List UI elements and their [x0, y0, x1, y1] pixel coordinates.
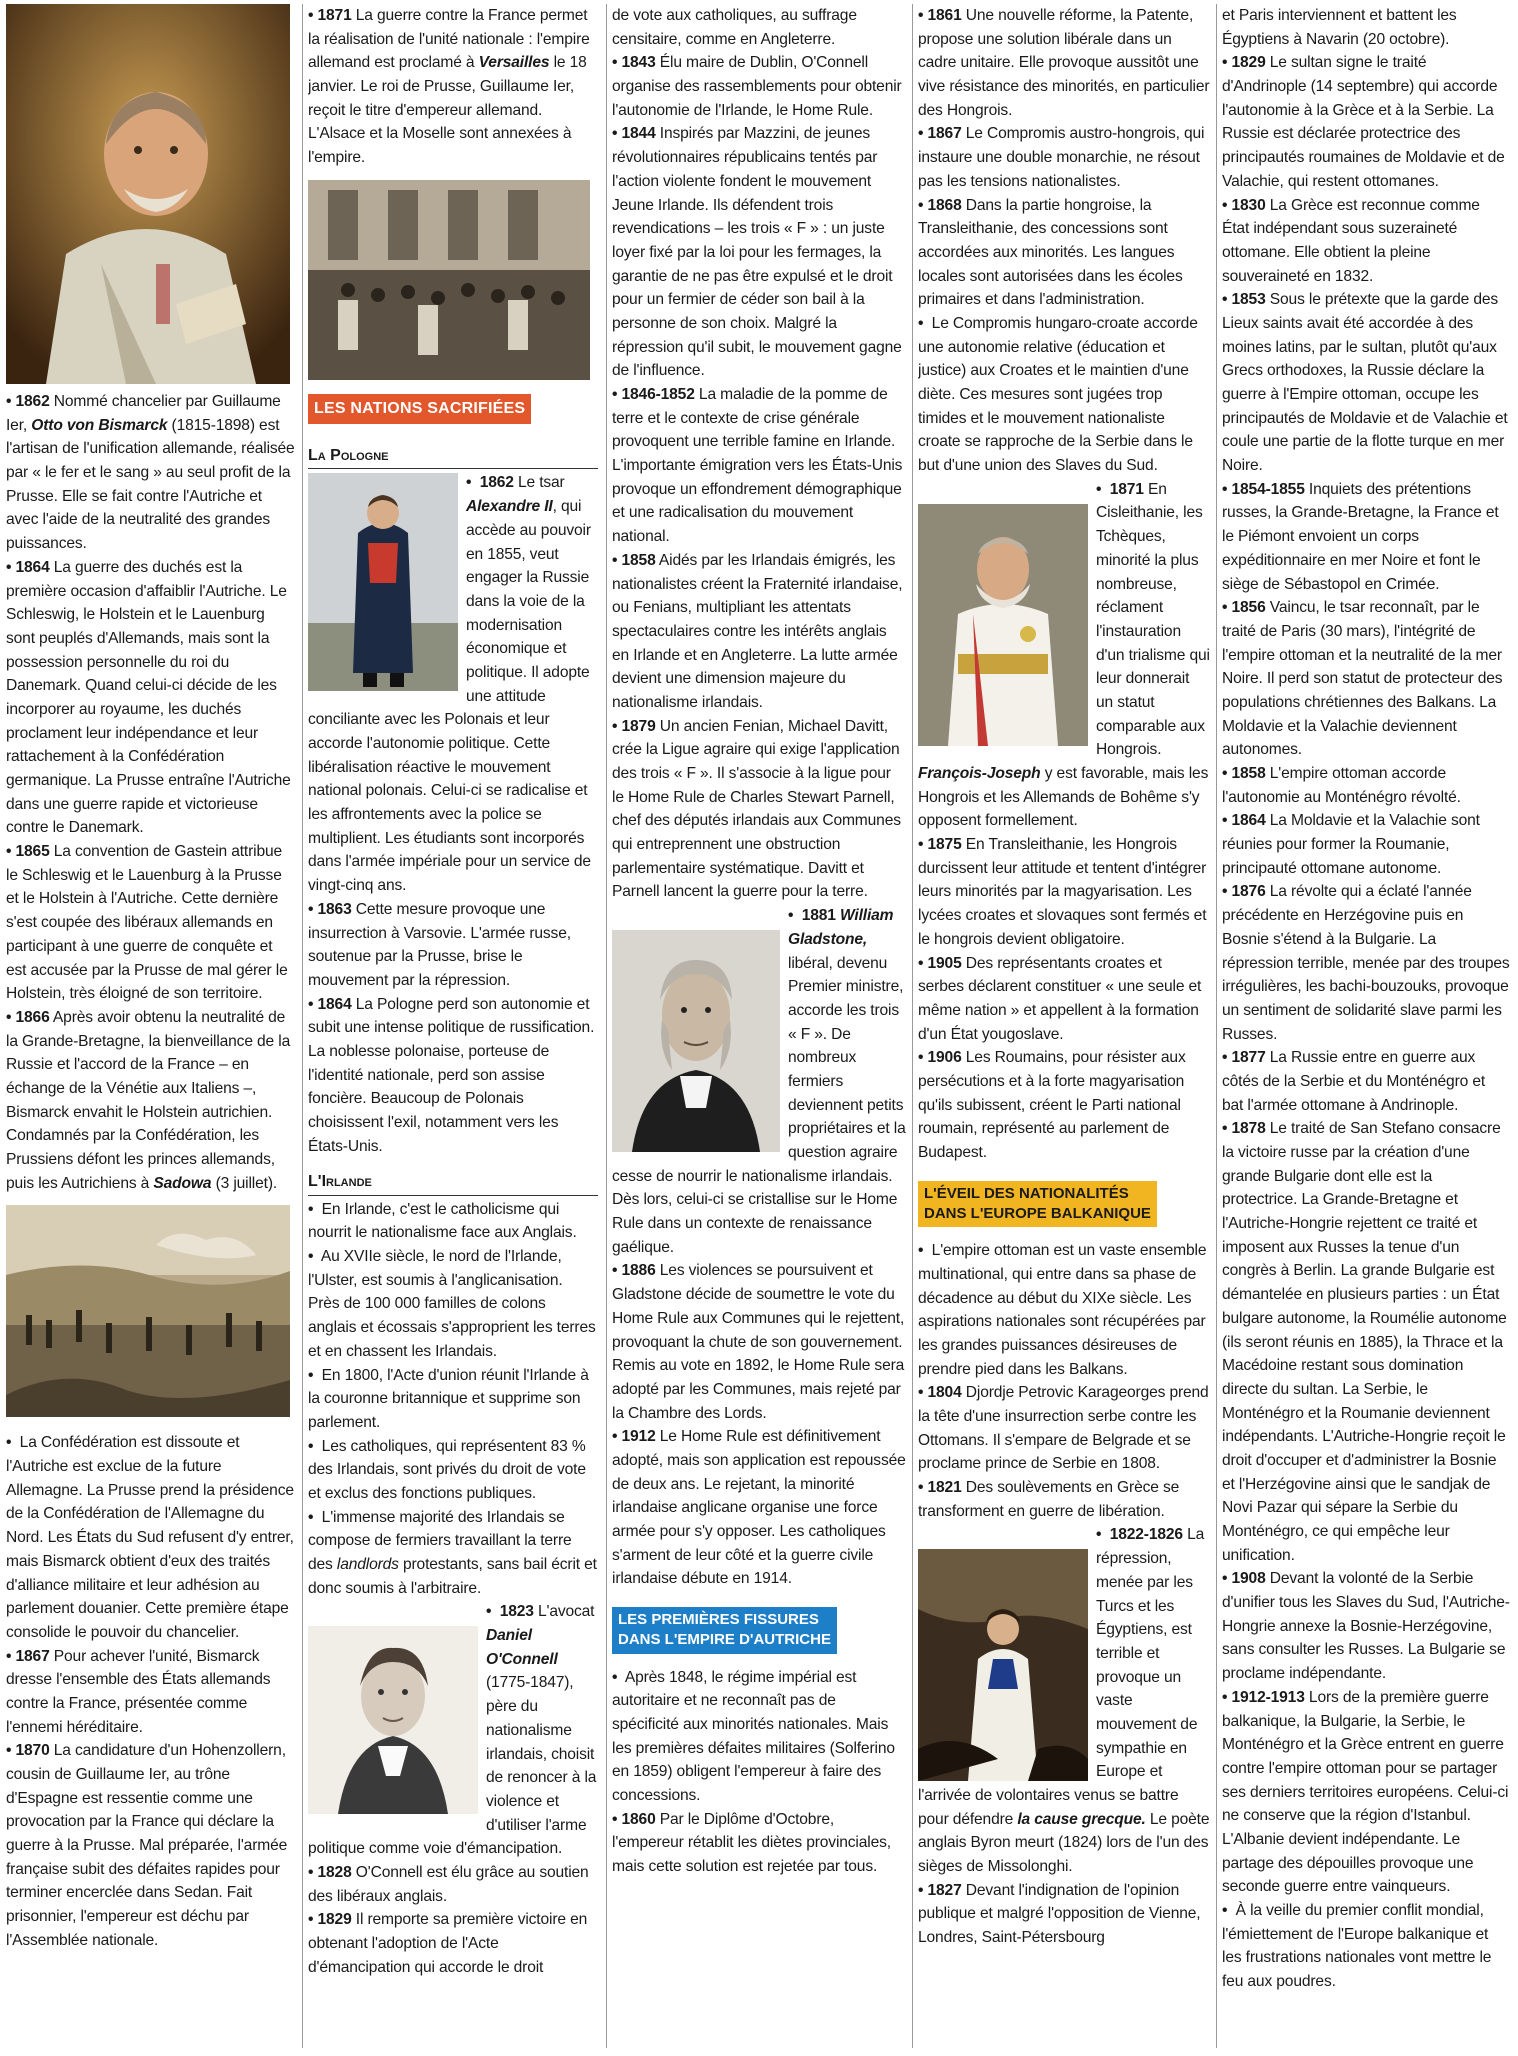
column-separator	[1216, 4, 1217, 2048]
column-separator	[912, 4, 913, 2048]
subheading-pologne: La Pologne	[308, 444, 598, 469]
entry-irlande-1823: • 1823 L'avocat Daniel O'Connell (1775-1847), père du nationalisme irlandais, choisit de renoncer à la violence et d'utiliser l'arme politique comme voie d'émancipation.	[308, 1600, 598, 1861]
entry-1876: • 1876 La révolte qui a éclaté l'année précédente en Herzégovine puis en Bosnie s'étend à la Bulgarie. La répression terrible, menée par des troupes irrégulières, les bachi-bouzouks, provoque un sentiment de solidarité slave parmi les Russes.	[1222, 880, 1510, 1046]
entry-pologne-1862: • 1862 Le tsar Alexandre II, qui accède au pouvoir en 1855, veut engager la Russie dans la voie de la modernisation économique et politique. Il adopte une attitude conciliante avec les Polonais et leur accorde l'autonomie politique. Cette libéralisation réactive le mouvement national polonais. Celui-ci se radicalise et les affrontements avec la police se multiplient. Les étudiants sont incorporés dans l'armée impériale pour un service de vingt-cinq ans.	[308, 471, 598, 897]
alexandre-ii-portrait	[308, 473, 458, 691]
entry-1867: • 1867 Pour achever l'unité, Bismarck dresse l'ensemble des États allemands contre la France, présentée comme l'ennemi héréditaire.	[6, 1645, 296, 1740]
painting-greece-missolonghi-icon	[918, 1549, 1088, 1781]
subheading-irlande: L'Irlande	[308, 1170, 598, 1195]
entry-1858: • 1858 Aidés par les Irlandais émigrés, les nationalistes créent la Fraternité irlandaise, ou Fenians, multipliant les attentats spectaculaires contre les intérêts anglais en Irlande et en Angleterre. La lutte armée devient une dimension majeure du nationalisme irlandais.	[612, 549, 906, 715]
entry-1861: • 1861 Une nouvelle réforme, la Patente, propose une solution libérale dans un cadre unitaire. Elle provoque aussitôt une vive résistance des minorités, en particulier des Hongrois.	[918, 4, 1210, 122]
entry-1870: • 1870 La candidature d'un Hohenzollern, cousin de Guillaume Ier, au trône d'Espagne est ressentie comme une provocation par la France qui déclare la guerre à la Prusse. Mal préparée, l'armée française subit des défaites rapides pour terminer encerclée dans Sedan. Fait prisonnier, l'empereur est déchu par l'Assemblée nationale.	[6, 1739, 296, 1952]
entry-1871: • 1871 La guerre contre la France permet la réalisation de l'unité nationale : l'empire allemand est proclamé à Versailles le 18 janvier. Le roi de Prusse, Guillaume Ier, reçoit le titre d'empereur allemand. L'Alsace et la Moselle sont annexées à l'empire.	[308, 4, 598, 170]
entry-1886: • 1886 Les violences se poursuivent et Gladstone décide de soumettre le vote du Home Rule aux Communes qui le rejettent, provoquant la chute de son gouvernement. Remis au vote en 1892, le Home Rule sera adopté par les Communes, mais rejeté par la Chambre des Lords.	[612, 1259, 906, 1425]
entry-1912: • 1912 Le Home Rule est définitivement adopté, mais son application est repoussée de deux ans. Le rejetant, la minorité irlandaise anglicane organise une force armée pour s'y opposer. Les catholiques s'arment de leur côté et la guerre civile irlandaise débute en 1914.	[612, 1425, 906, 1591]
versailles-proclamation-icon	[308, 180, 590, 380]
entry-1864: • 1864 La Moldavie et la Valachie sont réunies pour former la Roumanie, principauté ottomane autonome.	[1222, 809, 1510, 880]
entry-1867: • 1867 Le Compromis austro-hongrois, qui instaure une double monarchie, ne résout pas les tensions nationalistes.	[918, 122, 1210, 193]
entry-veille-guerre: • À la veille du premier conflit mondial, l'émiettement de l'Europe balkanique et les frustrations nationales vont mettre le feu aux poudres.	[1222, 1899, 1510, 1994]
entry-empire-ottoman: • L'empire ottoman est un vaste ensemble multinational, qui entre dans sa phase de décadence au début du XIXe siècle. Les aspirations nationales sont récupérées par les grandes puissances désireuses de prendre pied dans les Balkans.	[918, 1239, 1210, 1381]
entry-confederation: • La Confédération est dissoute et l'Autriche est exclue de la future Allemagne. La Prusse prend la présidence de la Confédération de l'Allemagne du Nord. Les États du Sud refusent d'y entrer, mais Bismarck obtient d'eux des traités d'alliance militaire et leur adhésion au parlement douanier. Cette première étape consolide le pouvoir du chancelier.	[6, 1431, 296, 1644]
entry-1878: • 1878 Le traité de San Stefano consacre la victoire russe par la création d'une grande Bulgarie dont elle est la protectrice. La Grande-Bretagne et l'Autriche-Hongrie rejettent ce traité et imposent aux Russes la tenue d'un congrès à Berlin. La grande Bulgarie est démantelée en plusieurs parties : un État bulgare autonome, la Roumélie autonome (ils seront réunis en 1885), la Thrace et la Macédoine restant sous domination directe du sultan. La Serbie, le Monténégro et la Roumanie deviennent indépendants. L'Autriche-Hongrie reçoit le droit d'occuper et d'administrer la Bosnie et l'Herzégovine ainsi que le sandjak de Novi Pazar qui sépare la Serbie du Monténégro, ce qui empêche leur unification.	[1222, 1117, 1510, 1567]
entry-irlande-1800: • En 1800, l'Acte d'union réunit l'Irlande à la couronne britannique et supprime son parlement.	[308, 1364, 598, 1435]
portrait-bismarck-icon	[6, 4, 290, 384]
entry-1853: • 1853 Sous le prétexte que la garde des Lieux saints avait été accordée à des moines latins, par le sultan, plutôt qu'aux Grecs orthodoxes, la Russie déclare la guerre à l'Empire ottoman, occupe les principautés de Moldavie et de Valachie et coule une partie de la flotte turque en mer Noire.	[1222, 288, 1510, 478]
portrait-gladstone-icon	[612, 930, 780, 1152]
entry-pologne-1864: • 1864 La Pologne perd son autonomie et subit une intense politique de russification. La noblesse polonaise, porteuse de l'identité nationale, perd son assise foncière. Beaucoup de Polonais choisissent l'exil, notamment vers les États-Unis.	[308, 993, 598, 1159]
column-2	[308, 4, 598, 2048]
entry-1862: • 1862 Nommé chancelier par Guillaume Ier, Otto von Bismarck (1815-1898) est l'artisan de l'unification allemande, réalisée par « le fer et le sang » au seul profit de la Prusse. Elle se fait contre l'Autriche et avec l'aide de la neutralité des grandes puissances.	[6, 390, 296, 556]
section-heading-fissures-autriche: LES PREMIÈRES FISSURES DANS L'EMPIRE D'AUTRICHE	[612, 1607, 837, 1654]
column-separator	[606, 4, 607, 2048]
entry-compromis-croate: • Le Compromis hungaro-croate accorde une autonomie relative (éducation et justice) aux Croates et le maintien d'une diète. Ces mesures sont jugées trop timides et le mouvement nationaliste croate se rapproche de la Serbie dans le but d'une union des Slaves du Sud.	[918, 312, 1210, 478]
battle-sadowa-icon	[6, 1205, 290, 1417]
entry-1846-1852: • 1846-1852 La maladie de la pomme de terre et le contexte de crise générale provoquent une terrible famine en Irlande. L'importante émigration vers les États-Unis provoque un effondrement démographique et une radicalisation du mouvement national.	[612, 383, 906, 549]
entry-1860: • 1860 Par le Diplôme d'Octobre, l'empereur rétablit les diètes provinciales, mais cette solution est rejetée par tous.	[612, 1808, 906, 1879]
battle-image	[6, 1205, 290, 1417]
bismarck-portrait-image	[6, 4, 290, 384]
entry-1906: • 1906 Les Roumains, pour résister aux persécutions et à la forte magyarisation qu'ils subissent, créent le Parti national roumain, représenté au parlement de Budapest.	[918, 1046, 1210, 1164]
entry-1875: • 1875 En Transleithanie, les Hongrois durcissent leur attitude et tentent d'intégrer leurs minorités par la magyarisation. Les lycées croates et slovaques sont fermés et le hongrois devient obligatoire.	[918, 833, 1210, 951]
entry-1881: • 1881 William Gladstone, libéral, devenu Premier ministre, accorde les trois « F ». De nombreux fermiers deviennent petits propriétaires et la question agraire cesse de nourrir le nationalisme irlandais. Dès lors, celui-ci se cristallise sur le Home Rule dans un contexte de renaissance gaélique.	[612, 904, 906, 1259]
entry-1868: • 1868 Dans la partie hongroise, la Transleithanie, des concessions sont accordées aux minorités. Les langues locales sont autorisées dans les écoles primaires et dans l'administration.	[918, 194, 1210, 312]
entry-continuation: de vote aux catholiques, au suffrage censitaire, comme en Angleterre.	[612, 7, 857, 48]
portrait-alexandre-ii-icon	[308, 473, 458, 691]
entry-1912-1913: • 1912-1913 Lors de la première guerre balkanique, la Bulgarie, la Serbie, le Monténégro et la Grèce entrent en guerre contre l'empire ottoman pour se partager ses derniers territoires européens. Celui-ci ne conserve que la région d'Istanbul. L'Albanie devient indépendante. Le partage des dépouilles provoque une seconde guerre entre vainqueurs.	[1222, 1686, 1510, 1899]
entry-1827: • 1827 Devant l'indignation de l'opinion publique et malgré l'opposition de Vienne, Londres, Saint-Pétersbourg	[918, 1879, 1210, 1950]
entry-1830: • 1830 La Grèce est reconnue comme État indépendant sous suzeraineté ottomane. Elle obtient la pleine souveraineté en 1832.	[1222, 194, 1510, 289]
column-3	[612, 4, 906, 2048]
column-1	[6, 4, 296, 2048]
entry-apres-1848: • Après 1848, le régime impérial est autoritaire et ne reconnaît pas de spécificité aux minorités nationales. Mais les premières défaites militaires (Solferino en 1859) obligent l'empereur à faire des concessions.	[612, 1666, 906, 1808]
francois-joseph-portrait	[918, 504, 1088, 746]
entry-continuation: et Paris interviennent et battent les Égyptiens à Navarin (20 octobre).	[1222, 7, 1457, 48]
entry-1866: • 1866 Après avoir obtenu la neutralité de la Grande-Bretagne, la bienveillance de la Russie et l'accord de la France – en échange de la Vénétie aux Italiens –, Bismarck envahit le Holstein autrichien. Condamnés par la Confédération, les Prussiens défont les princes allemands, puis les Autrichiens à Sadowa (3 juillet).	[6, 1006, 296, 1196]
versailles-image	[308, 180, 590, 380]
column-separator	[302, 4, 303, 2048]
entry-1858: • 1858 L'empire ottoman accorde l'autonomie au Monténégro révolté.	[1222, 762, 1510, 809]
greece-painting	[918, 1549, 1088, 1781]
entry-1879: • 1879 Un ancien Fenian, Michael Davitt, crée la Ligue agraire qui exige l'application des trois « F ». Il s'associe à la ligue pour le Home Rule de Charles Stewart Parnell, chef des députés irlandais aux Communes qui entreprennent une obstruction parlementaire systématique. Davitt et Parnell lancent la guerre pour la terre.	[612, 715, 906, 905]
entry-1905: • 1905 Des représentants croates et serbes déclarent constituer « une seule et même nation » et appellent à la formation d'un État yougoslave.	[918, 952, 1210, 1047]
entry-irlande-catholicisme: • En Irlande, c'est le catholicisme qui nourrit le nationalisme face aux Anglais.	[308, 1198, 598, 1245]
section-heading-nations-sacrifiees: LES NATIONS SACRIFIÉES	[308, 394, 531, 424]
entry-1829: • 1829 Le sultan signe le traité d'Andrinople (14 septembre) qui accorde l'autonomie à la Grèce et à la Serbie. La Russie est déclarée protectrice des principautés roumaines de Moldavie et de Valachie, qui restent ottomanes.	[1222, 51, 1510, 193]
entry-1844: • 1844 Inspirés par Mazzini, de jeunes révolutionnaires républicains tentés par l'action violente fondent le mouvement Jeune Irlande. Ils défendent trois revendications – les trois « F » : un juste loyer fixé par la loi pour les fermages, la garantie de ne pas être expulsé et le droit pour un fermier de céder son bail à la personne de son choix. Malgré la répression qu'il subit, le mouvement gagne de l'influence.	[612, 122, 906, 383]
encyclopedia-page	[6, 4, 1510, 2048]
entry-irlande-catholiques: • Les catholiques, qui représentent 83 % des Irlandais, sont privés du droit de vote et exclus des fonctions publiques.	[308, 1435, 598, 1506]
entry-1856: • 1856 Vaincu, le tsar reconnaît, par le traité de Paris (30 mars), l'intégrité de l'empire ottoman et la neutralité de la mer Noire. Il perd son statut de protecteur des populations chrétiennes des Balkans. La Moldavie et la Valachie deviennent autonomes.	[1222, 596, 1510, 762]
column-4	[918, 4, 1210, 2048]
oconnell-portrait	[308, 1626, 478, 1814]
entry-1864: • 1864 La guerre des duchés est la première occasion d'affaiblir l'Autriche. Le Schleswig, le Holstein et le Lauenburg sont peuplés d'Allemands, mais sont la possession personnelle du roi du Danemark. Quand celui-ci décide de les incorporer au royaume, les duchés proclament leur indépendance et leur rattachement à la Confédération germanique. La Prusse entraîne l'Autriche dans une guerre rapide et victorieuse contre le Danemark.	[6, 556, 296, 840]
entry-1877: • 1877 La Russie entre en guerre aux côtés de la Serbie et du Monténégro et bat l'armée ottomane à Andrinople.	[1222, 1046, 1510, 1117]
entry-1821: • 1821 Des soulèvements en Grèce se transforment en guerre de libération.	[918, 1476, 1210, 1523]
portrait-oconnell-icon	[308, 1626, 478, 1814]
entry-1908: • 1908 Devant la volonté de la Serbie d'unifier tous les Slaves du Sud, l'Autriche-Hongrie annexe la Bosnie-Herzégovine, sans consulter les Russes. La Bulgarie se proclame indépendante.	[1222, 1567, 1510, 1685]
entry-irlande-1829: • 1829 Il remporte sa première victoire en obtenant l'adoption de l'Acte d'émancipation qui accorde le droit	[308, 1908, 598, 1979]
section-heading-eveil-balkans: L'ÉVEIL DES NATIONALITÉS DANS L'EUROPE BALKANIQUE	[918, 1181, 1157, 1228]
gladstone-portrait	[612, 930, 780, 1152]
entry-1804: • 1804 Djordje Petrovic Karageorges prend la tête d'une insurrection serbe contre les Ottomans. Il s'empare de Belgrade et se proclame prince de Serbie en 1808.	[918, 1381, 1210, 1476]
entry-pologne-1863: • 1863 Cette mesure provoque une insurrection à Varsovie. L'armée russe, soutenue par la Prusse, brise le mouvement par la répression.	[308, 898, 598, 993]
portrait-francois-joseph-icon	[918, 504, 1088, 746]
entry-1865: • 1865 La convention de Gastein attribue le Schleswig et le Lauenburg à la Prusse et le Holstein à l'Autriche. Cette dernière s'est coupée des libéraux allemands en participant à une guerre de conquête et est accusée par la Prusse de mal gérer le Holstein, très éloigné de son territoire.	[6, 840, 296, 1006]
entry-irlande-fermiers: • L'immense majorité des Irlandais se compose de fermiers travaillant la terre des landlords protestants, sans bail écrit et donc soumis à l'arbitraire.	[308, 1506, 598, 1601]
entry-irlande-ulster: • Au XVIIe siècle, le nord de l'Irlande, l'Ulster, est soumis à l'anglicanisation. Près de 100 000 familles de colons anglais et écossais s'approprient les terres et en chassent les Irlandais.	[308, 1245, 598, 1363]
column-5	[1222, 4, 1510, 2048]
entry-irlande-1828: • 1828 O'Connell est élu grâce au soutien des libéraux anglais.	[308, 1861, 598, 1908]
entry-1843: • 1843 Élu maire de Dublin, O'Connell organise des rassemblements pour obtenir l'autonomie de l'Irlande, le Home Rule.	[612, 51, 906, 122]
entry-1871: • 1871 En Cisleithanie, les Tchèques, minorité la plus nombreuse, réclament l'instauration d'un trialisme qui leur donnerait un statut comparable aux Hongrois. François-Joseph y est favorable, mais les Hongrois et les Allemands de Bohême s'y opposent formellement.	[918, 478, 1210, 833]
entry-1854-1855: • 1854-1855 Inquiets des prétentions russes, la Grande-Bretagne, la France et le Piémont envoient un corps expéditionnaire en mer Noire et font le siège de Sébastopol en Crimée.	[1222, 478, 1510, 596]
entry-1822-1826: • 1822-1826 La répression, menée par les Turcs et les Égyptiens, est terrible et provoque un vaste mouvement de sympathie en Europe et l'arrivée de volontaires venus se battre pour défendre la cause grecque. Le poète anglais Byron meurt (1824) lors de l'un des sièges de Missolonghi.	[918, 1523, 1210, 1878]
